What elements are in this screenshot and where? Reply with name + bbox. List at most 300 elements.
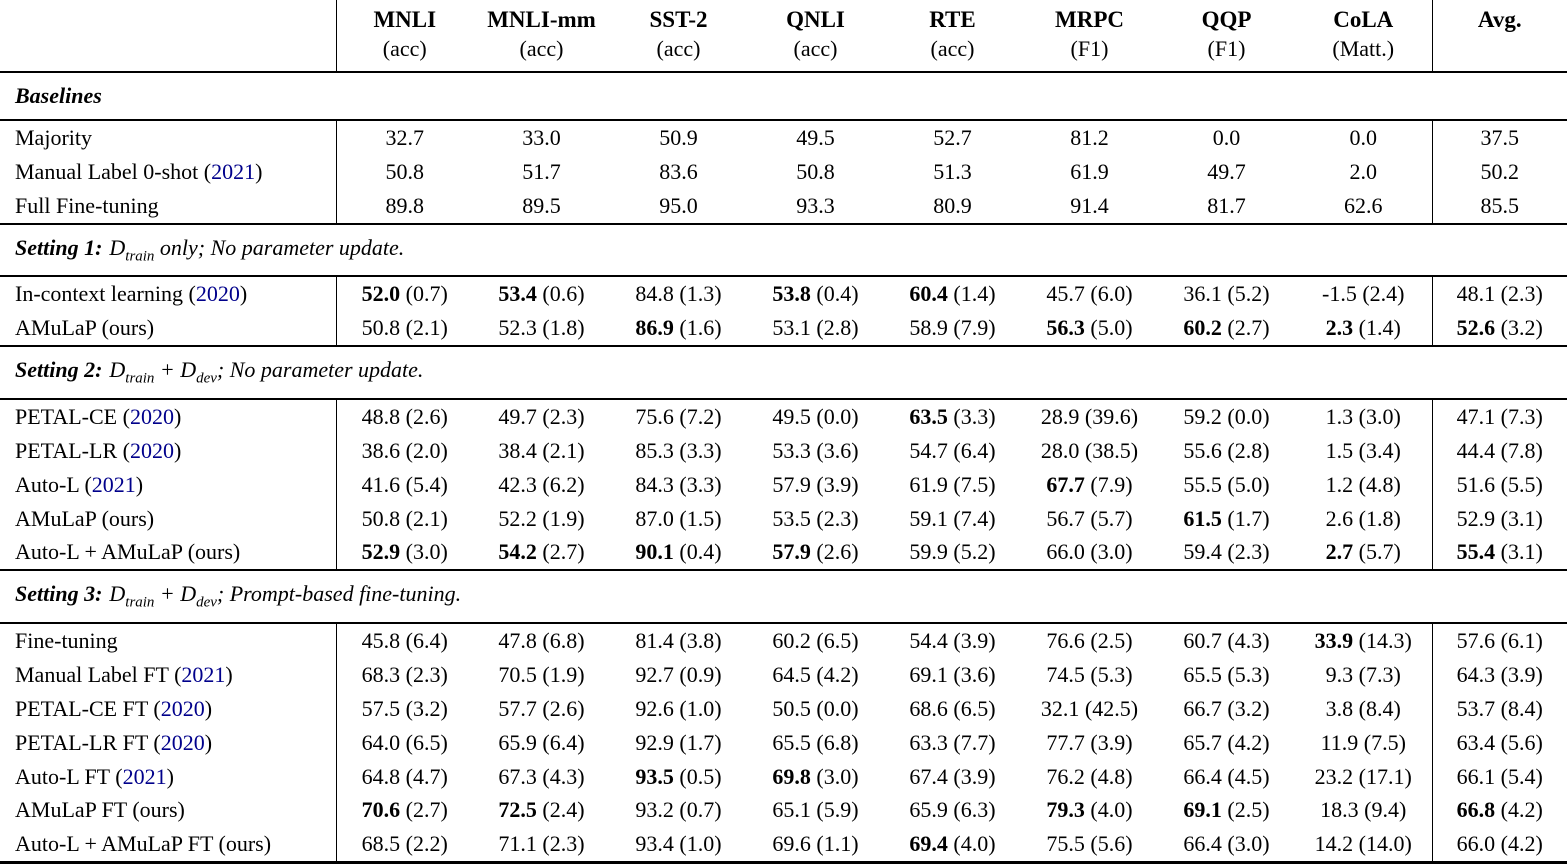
score-cell — [1295, 189, 1432, 224]
score-value: 61.5 — [1183, 505, 1222, 531]
score-value: 50.9 — [659, 125, 698, 151]
score-cell — [747, 276, 884, 311]
score-value: 23.2 — [1314, 763, 1354, 789]
score-cell — [610, 535, 747, 570]
score-cell — [473, 434, 610, 468]
score-value: 52.2 — [498, 505, 537, 531]
row-label: AMuLaP FT (ours) — [15, 797, 185, 823]
score-cell — [884, 120, 1021, 155]
score-value: 45.8 — [361, 627, 401, 653]
table-row — [0, 155, 1567, 189]
score-value: 36.1 — [1183, 281, 1222, 307]
row-label: Auto-L FT (2021) — [15, 763, 174, 789]
score-value: 74.5 — [1046, 661, 1085, 687]
score-std: (8.4) — [1353, 695, 1401, 721]
score-std: (3.3) — [673, 471, 722, 497]
score-value: 58.9 — [909, 315, 948, 341]
score-value: 66.0 — [1456, 831, 1496, 857]
score-value: 65.5 — [772, 729, 811, 755]
score-value: 64.8 — [361, 763, 401, 789]
section-header: Setting 2: $D_{train} + D_{dev}$; No parameter update. — [0, 346, 1567, 398]
score-std: (0.0) — [810, 403, 859, 429]
score-value: 47.8 — [498, 627, 537, 653]
citation-link[interactable]: 2021 — [211, 159, 256, 185]
score-value: 89.5 — [522, 193, 561, 219]
score-cell — [884, 535, 1021, 570]
section-header: Setting 1: $D_{train}$ only; No parameter update. — [0, 224, 1567, 276]
score-cell — [610, 726, 747, 760]
score-cell — [336, 760, 473, 794]
score-std: (17.1) — [1353, 763, 1412, 789]
score-value: 52.0 — [361, 281, 401, 307]
score-std: (2.3) — [810, 505, 859, 531]
score-value: 89.8 — [385, 193, 424, 219]
citation-link[interactable]: 2020 — [195, 281, 240, 307]
score-std: (38.5) — [1079, 437, 1139, 463]
score-std: (2.5) — [1084, 627, 1133, 653]
score-std: (5.4) — [1495, 763, 1543, 789]
score-value: 67.4 — [909, 763, 948, 789]
avg-score-cell — [1432, 760, 1567, 794]
math-dataset-symbol: D — [180, 581, 197, 607]
score-cell — [473, 658, 610, 692]
table-row — [0, 535, 1567, 570]
score-value: 55.6 — [1183, 437, 1222, 463]
score-cell — [1158, 155, 1295, 189]
score-value: 67.7 — [1046, 471, 1085, 497]
citation-link[interactable]: 2020 — [129, 437, 174, 463]
score-value: 50.2 — [1480, 159, 1519, 185]
score-cell — [1295, 760, 1432, 794]
score-std: (3.3) — [673, 437, 722, 463]
score-value: 49.7 — [1207, 159, 1246, 185]
citation-link[interactable]: 2021 — [122, 763, 167, 789]
score-value: 3.8 — [1325, 695, 1354, 721]
score-cell — [473, 502, 610, 536]
score-cell — [1021, 623, 1158, 658]
score-cell — [884, 468, 1021, 502]
score-std: (9.4) — [1358, 797, 1407, 823]
score-cell — [1021, 502, 1158, 536]
task-name: MNLI — [373, 7, 437, 32]
score-cell — [336, 155, 473, 189]
score-cell — [1295, 311, 1432, 346]
score-value: 49.7 — [498, 403, 537, 429]
score-std: (6.8) — [810, 729, 859, 755]
score-value: 81.4 — [635, 627, 674, 653]
task-name: SST-2 — [649, 7, 708, 32]
score-value: 64.5 — [772, 661, 811, 687]
score-std: (2.4) — [536, 797, 585, 823]
score-value: 50.8 — [361, 315, 401, 341]
score-value: 69.1 — [909, 661, 948, 687]
score-std: (0.9) — [673, 661, 722, 687]
score-std: (2.1) — [400, 315, 448, 341]
citation-link[interactable]: 2020 — [129, 403, 174, 429]
score-value: 56.7 — [1046, 505, 1085, 531]
score-value: 37.5 — [1480, 125, 1519, 151]
avg-score-cell — [1432, 120, 1567, 155]
score-value: 1.3 — [1325, 403, 1354, 429]
score-value: 85.5 — [1480, 193, 1519, 219]
score-value: 11.9 — [1320, 729, 1359, 755]
score-std: (2.3) — [1221, 539, 1270, 565]
score-value: 60.7 — [1183, 627, 1222, 653]
score-std: (0.4) — [673, 539, 722, 565]
score-value: 2.7 — [1325, 539, 1354, 565]
score-cell — [473, 827, 610, 862]
score-std: (3.2) — [1221, 695, 1270, 721]
score-cell — [473, 623, 610, 658]
score-value: 52.9 — [1456, 505, 1496, 531]
score-cell — [1158, 189, 1295, 224]
section-title: Baselines — [15, 83, 102, 109]
score-std: (1.6) — [673, 315, 722, 341]
score-std: (7.8) — [1495, 437, 1543, 463]
score-value: 52.3 — [498, 315, 537, 341]
score-value: 68.6 — [909, 695, 948, 721]
score-std: (7.4) — [947, 505, 996, 531]
score-value: 52.9 — [361, 539, 401, 565]
score-value: 53.1 — [772, 315, 811, 341]
score-std: (5.5) — [1495, 471, 1543, 497]
score-cell — [1158, 120, 1295, 155]
score-value: 65.9 — [498, 729, 537, 755]
score-cell — [336, 535, 473, 570]
score-value: -1.5 — [1322, 281, 1357, 307]
score-value: 52.7 — [933, 125, 972, 151]
score-value: 49.5 — [772, 403, 811, 429]
row-label: In-context learning (2020) — [15, 281, 248, 307]
score-cell — [336, 120, 473, 155]
score-value: 60.2 — [1183, 315, 1222, 341]
row-label: PETAL-CE (2020) — [15, 403, 182, 429]
score-value: 59.4 — [1183, 539, 1222, 565]
score-value: 28.0 — [1040, 437, 1080, 463]
score-cell — [610, 434, 747, 468]
score-cell — [884, 726, 1021, 760]
score-value: 65.9 — [909, 797, 948, 823]
score-cell — [884, 311, 1021, 346]
score-cell — [884, 502, 1021, 536]
score-cell — [1021, 760, 1158, 794]
col-header-qqp — [1158, 0, 1295, 72]
math-subscript: train — [125, 248, 155, 265]
score-value: 57.9 — [772, 471, 811, 497]
avg-score-cell — [1432, 692, 1567, 726]
score-value: 61.9 — [1070, 159, 1109, 185]
score-value: 65.7 — [1183, 729, 1222, 755]
score-value: 48.1 — [1456, 281, 1496, 307]
score-value: 70.6 — [361, 797, 401, 823]
score-value: 57.9 — [772, 539, 811, 565]
score-std: (6.4) — [400, 627, 448, 653]
table-row — [0, 623, 1567, 658]
score-std: (7.7) — [947, 729, 996, 755]
score-cell — [884, 399, 1021, 434]
table-row — [0, 760, 1567, 794]
score-value: 93.3 — [796, 193, 835, 219]
score-cell — [884, 155, 1021, 189]
task-metric: (acc) — [519, 35, 564, 61]
score-value: 84.3 — [635, 471, 674, 497]
score-value: 86.9 — [635, 315, 674, 341]
score-cell — [1295, 468, 1432, 502]
score-std: (14.0) — [1353, 831, 1412, 857]
score-std: (3.0) — [1353, 403, 1401, 429]
score-cell — [1021, 276, 1158, 311]
score-std: (2.4) — [1356, 281, 1405, 307]
task-name: MRPC — [1055, 7, 1124, 32]
score-std: (1.8) — [536, 315, 585, 341]
avg-score-cell — [1432, 399, 1567, 434]
score-value: 38.4 — [498, 437, 537, 463]
score-std: (3.9) — [810, 471, 859, 497]
score-std: (3.4) — [1353, 437, 1401, 463]
score-cell — [884, 189, 1021, 224]
score-std: (0.0) — [810, 695, 859, 721]
score-value: 28.9 — [1040, 403, 1080, 429]
score-std: (1.5) — [673, 505, 722, 531]
score-cell — [610, 311, 747, 346]
score-cell — [1158, 760, 1295, 794]
score-std: (4.5) — [1221, 763, 1270, 789]
score-cell — [1021, 120, 1158, 155]
score-cell — [1021, 692, 1158, 726]
score-std: (2.0) — [400, 437, 448, 463]
score-value: 66.0 — [1046, 539, 1085, 565]
avg-score-cell — [1432, 468, 1567, 502]
score-value: 38.6 — [361, 437, 401, 463]
header-row — [0, 0, 1567, 72]
score-value: 33.9 — [1314, 627, 1354, 653]
score-cell — [884, 658, 1021, 692]
score-std: (6.0) — [1084, 281, 1133, 307]
citation-link[interactable]: 2021 — [91, 471, 136, 497]
score-value: 79.3 — [1046, 797, 1085, 823]
score-cell — [336, 658, 473, 692]
score-std: (7.3) — [1353, 661, 1401, 687]
score-cell — [1295, 155, 1432, 189]
score-value: 44.4 — [1456, 437, 1496, 463]
score-cell — [610, 827, 747, 862]
score-cell — [1158, 658, 1295, 692]
score-cell — [1158, 276, 1295, 311]
col-header-mnli-mm — [473, 0, 610, 72]
score-cell — [473, 793, 610, 827]
score-cell — [747, 155, 884, 189]
score-std: (3.2) — [400, 695, 448, 721]
score-cell — [1021, 155, 1158, 189]
row-label: AMuLaP (ours) — [15, 315, 155, 341]
score-std: (7.3) — [1495, 403, 1543, 429]
row-label: Full Fine-tuning — [15, 193, 159, 219]
score-std: (3.9) — [1495, 661, 1543, 687]
score-value: 93.2 — [635, 797, 674, 823]
score-value: 54.7 — [909, 437, 948, 463]
score-value: 83.6 — [659, 159, 698, 185]
score-std: (2.6) — [536, 695, 585, 721]
score-cell — [1021, 535, 1158, 570]
score-cell — [610, 692, 747, 726]
row-label: PETAL-LR FT (2020) — [15, 729, 213, 755]
score-value: 2.0 — [1349, 159, 1377, 185]
score-std: (3.6) — [947, 661, 996, 687]
score-std: (1.0) — [673, 831, 722, 857]
row-label: PETAL-LR (2020) — [15, 437, 182, 463]
score-std: (3.8) — [673, 627, 722, 653]
score-cell — [473, 692, 610, 726]
score-std: (2.1) — [400, 505, 448, 531]
score-std: (3.9) — [947, 627, 996, 653]
col-header-cola — [1295, 0, 1432, 72]
score-cell — [610, 623, 747, 658]
score-value: 75.5 — [1046, 831, 1085, 857]
score-cell — [336, 623, 473, 658]
score-value: 57.7 — [498, 695, 537, 721]
score-cell — [747, 311, 884, 346]
score-value: 51.6 — [1456, 471, 1496, 497]
avg-score-cell — [1432, 434, 1567, 468]
score-cell — [1158, 434, 1295, 468]
score-value: 1.5 — [1325, 437, 1354, 463]
score-cell — [473, 399, 610, 434]
math-subscript: train — [125, 370, 155, 387]
score-std: (2.6) — [400, 403, 448, 429]
score-value: 49.5 — [796, 125, 835, 151]
score-std: (3.1) — [1495, 539, 1543, 565]
row-label: Manual Label FT (2021) — [15, 661, 233, 687]
score-cell — [747, 189, 884, 224]
score-std: (2.7) — [400, 797, 448, 823]
score-value: 42.3 — [498, 471, 537, 497]
math-subscript: dev — [196, 594, 217, 611]
score-std: (3.3) — [947, 403, 996, 429]
score-value: 60.4 — [909, 281, 948, 307]
score-std: (6.8) — [536, 627, 585, 653]
score-std: (5.9) — [810, 797, 859, 823]
score-value: 81.2 — [1070, 125, 1109, 151]
score-cell — [747, 399, 884, 434]
col-header-avg- — [1432, 0, 1567, 72]
score-std: (8.4) — [1495, 695, 1543, 721]
score-cell — [1158, 535, 1295, 570]
task-metric: (F1) — [1207, 35, 1246, 61]
table-row — [0, 827, 1567, 862]
score-value: 68.5 — [361, 831, 401, 857]
score-std: (5.6) — [1495, 729, 1543, 755]
row-label: Auto-L (2021) — [15, 471, 144, 497]
table-row — [0, 658, 1567, 692]
math-dataset-symbol: D — [109, 581, 126, 607]
task-name: RTE — [929, 7, 976, 32]
score-std: (2.8) — [1221, 437, 1270, 463]
score-std: (3.9) — [947, 763, 996, 789]
score-value: 63.3 — [909, 729, 948, 755]
score-std: (7.5) — [947, 471, 996, 497]
score-std: (3.6) — [810, 437, 859, 463]
score-cell — [610, 793, 747, 827]
score-value: 51.7 — [522, 159, 561, 185]
section-header-row — [0, 224, 1567, 276]
score-value: 54.2 — [498, 539, 537, 565]
score-value: 69.8 — [772, 763, 811, 789]
score-cell — [747, 692, 884, 726]
avg-score-cell — [1432, 623, 1567, 658]
score-std: (3.2) — [1495, 315, 1543, 341]
score-cell — [747, 434, 884, 468]
citation-link[interactable]: 2021 — [181, 661, 226, 687]
score-cell — [473, 120, 610, 155]
score-std: (2.1) — [536, 437, 585, 463]
score-cell — [747, 120, 884, 155]
table-row — [0, 692, 1567, 726]
score-cell — [610, 399, 747, 434]
citation-link[interactable]: 2020 — [160, 729, 205, 755]
score-std: (5.2) — [1221, 281, 1270, 307]
score-cell — [473, 468, 610, 502]
score-value: 50.8 — [796, 159, 835, 185]
avg-score-cell — [1432, 726, 1567, 760]
score-value: 69.4 — [909, 831, 948, 857]
score-std: (6.4) — [947, 437, 996, 463]
score-std: (6.5) — [400, 729, 448, 755]
score-value: 63.4 — [1456, 729, 1496, 755]
score-std: (1.1) — [810, 831, 859, 857]
score-cell — [473, 311, 610, 346]
score-cell — [1021, 311, 1158, 346]
score-std: (2.3) — [1495, 281, 1543, 307]
score-value: 41.6 — [361, 471, 401, 497]
score-std: (2.7) — [1221, 315, 1270, 341]
score-value: 48.8 — [361, 403, 401, 429]
score-cell — [1158, 399, 1295, 434]
score-cell — [473, 276, 610, 311]
score-value: 93.4 — [635, 831, 674, 857]
score-value: 45.7 — [1046, 281, 1085, 307]
score-value: 92.9 — [635, 729, 674, 755]
score-cell — [1021, 827, 1158, 862]
score-cell — [336, 692, 473, 726]
score-value: 85.3 — [635, 437, 674, 463]
math-dataset-symbol: D — [109, 235, 126, 261]
col-header-qnli — [747, 0, 884, 72]
score-std: (4.0) — [947, 831, 996, 857]
score-cell — [1295, 827, 1432, 862]
score-std: (5.0) — [1221, 471, 1270, 497]
section-title: Setting 3: — [15, 581, 103, 607]
score-cell — [473, 760, 610, 794]
score-cell — [1158, 827, 1295, 862]
section-header-row — [0, 72, 1567, 120]
score-value: 14.2 — [1314, 831, 1354, 857]
score-std: (2.6) — [810, 539, 859, 565]
citation-link[interactable]: 2020 — [160, 695, 205, 721]
row-label: AMuLaP (ours) — [15, 505, 155, 531]
avg-score-cell — [1432, 827, 1567, 862]
table-header — [0, 0, 1567, 72]
score-std: (1.3) — [673, 281, 722, 307]
score-cell — [1295, 623, 1432, 658]
score-std: (6.2) — [536, 471, 585, 497]
score-cell — [884, 760, 1021, 794]
score-cell — [747, 726, 884, 760]
avg-score-cell — [1432, 155, 1567, 189]
score-std: (7.9) — [947, 315, 996, 341]
score-std: (1.7) — [673, 729, 722, 755]
task-metric: (Matt.) — [1332, 35, 1395, 61]
score-cell — [747, 827, 884, 862]
